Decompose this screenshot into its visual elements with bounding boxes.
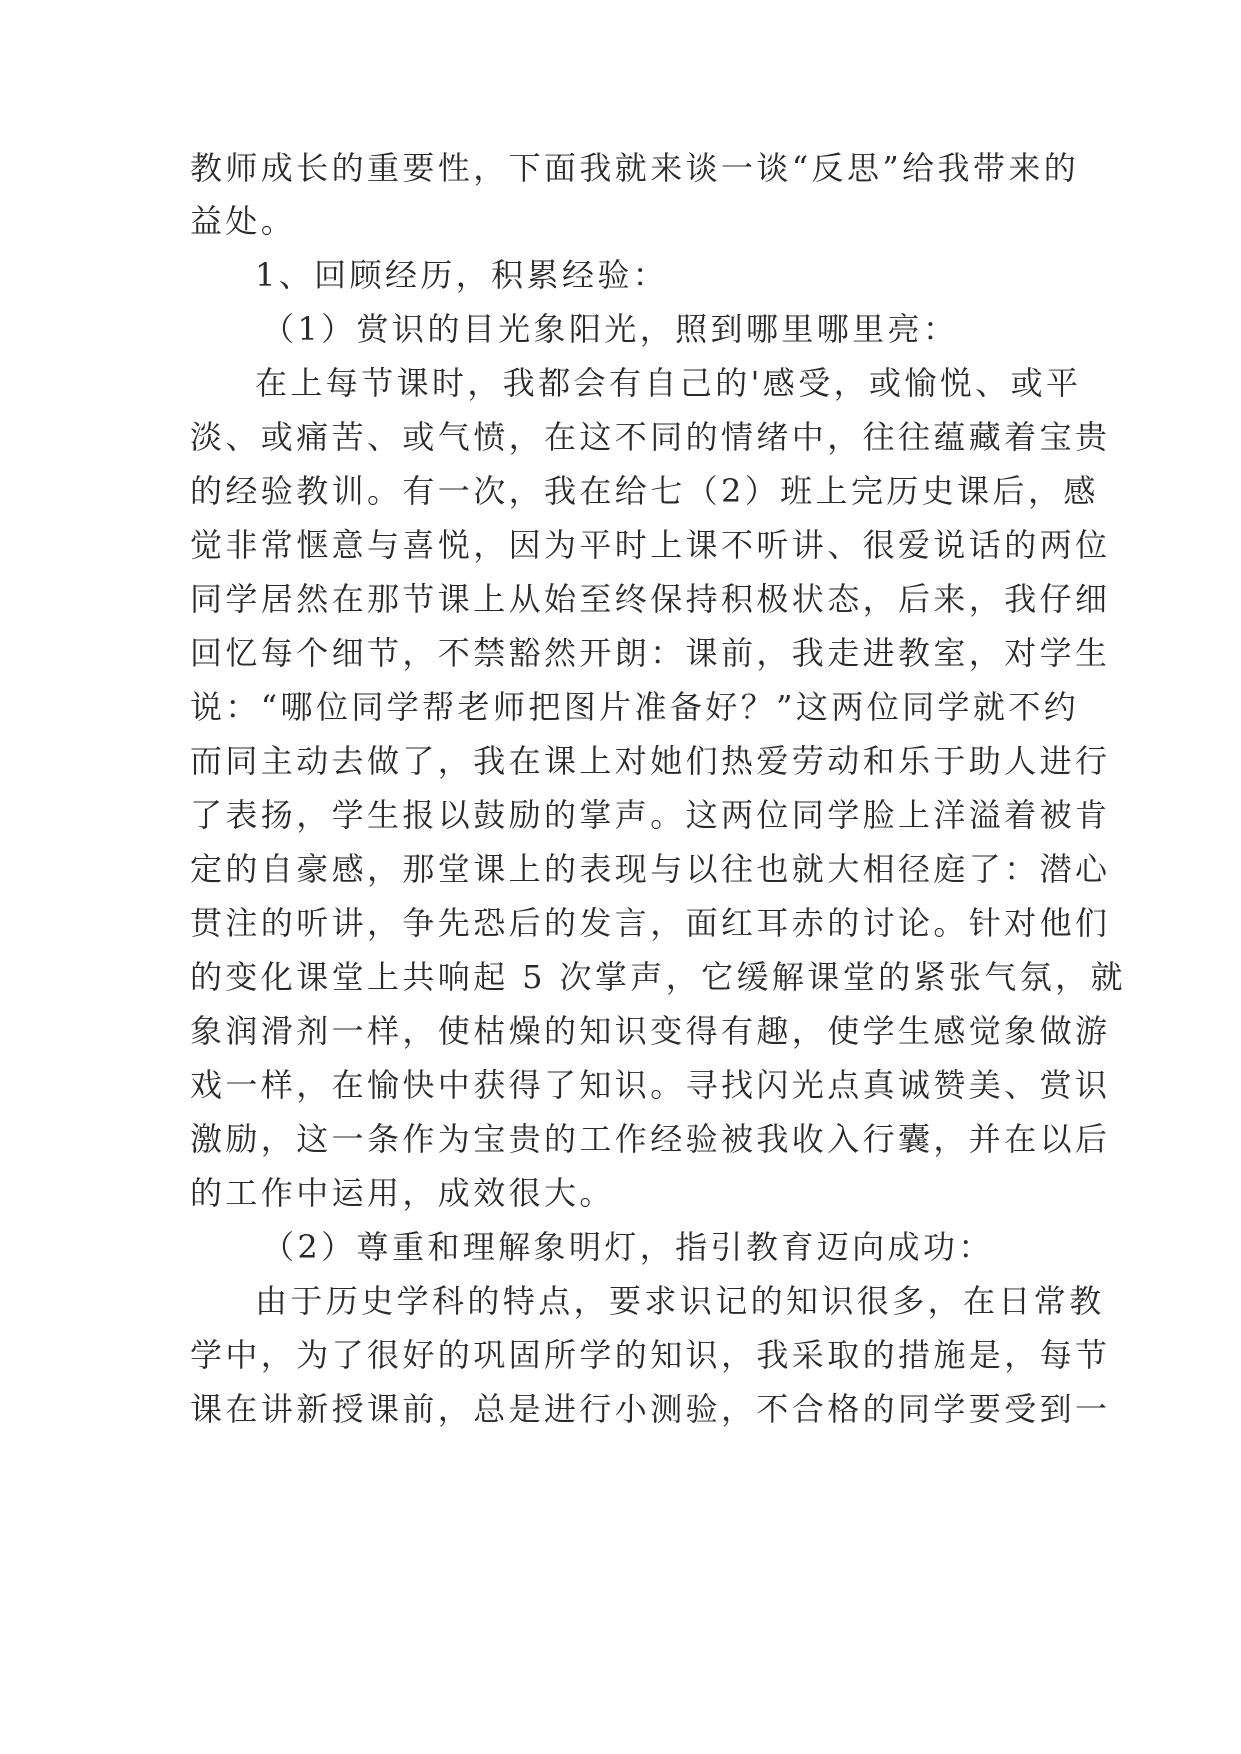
text-line-1: 教师成长的重要性，下面我就来谈一谈“反思”给我带来的 <box>190 149 1080 187</box>
text-line-19: 激励，这一条作为宝贵的工作经验被我收入行囊，并在以后 <box>190 1120 1111 1158</box>
text-line-22: 由于历史学科的特点，要求识记的知识很多，在日常教 <box>255 1282 1105 1320</box>
text-line-17: 象润滑剂一样，使枯燥的知识变得有趣，使学生感觉象做游 <box>190 1012 1111 1050</box>
text-line-16: 的变化课堂上共响起 5 次掌声，它缓解课堂的紧张气氛，就 <box>190 958 1126 996</box>
text-line-12: 而同主动去做了，我在课上对她们热爱劳动和乐于助人进行 <box>190 742 1111 780</box>
text-line-15: 贯注的听讲，争先恐后的发言，面红耳赤的讨论。针对他们 <box>190 904 1111 942</box>
text-line-20: 的工作中运用，成效很大。 <box>190 1174 615 1212</box>
subsection-heading-2: （2）尊重和理解象明灯，指引教育迈向成功： <box>262 1228 994 1266</box>
text-line-9: 同学居然在那节课上从始至终保持积极状态，后来，我仔细 <box>190 580 1111 618</box>
text-line-11: 说：“哪位同学帮老师把图片准备好？”这两位同学就不约 <box>190 688 1080 726</box>
text-line-6: 淡、或痛苦、或气愤，在这不同的情绪中，往往蕴藏着宝贵 <box>190 418 1111 456</box>
text-line-24: 课在讲新授课前，总是进行小测验，不合格的同学要受到一 <box>190 1390 1111 1428</box>
section-heading-1: 1、回顾经历，积累经验： <box>255 256 669 294</box>
subsection-heading-1: （1）赏识的目光象阳光，照到哪里哪里亮： <box>262 310 959 348</box>
text-line-18: 戏一样，在愉快中获得了知识。寻找闪光点真诚赞美、赏识 <box>190 1066 1111 1104</box>
text-line-13: 了表扬，学生报以鼓励的掌声。这两位同学脸上洋溢着被肯 <box>190 796 1111 834</box>
text-line-10: 回忆每个细节，不禁豁然开朗：课前，我走进教室，对学生 <box>190 634 1111 672</box>
text-line-14: 定的自豪感，那堂课上的表现与以往也就大相径庭了：潜心 <box>190 850 1111 888</box>
text-line-2: 益处。 <box>190 202 297 240</box>
text-line-7: 的经验教训。有一次，我在给七（2）班上完历史课后，感 <box>190 472 1099 510</box>
text-line-23: 学中，为了很好的巩固所学的知识，我采取的措施是，每节 <box>190 1336 1111 1374</box>
text-line-5: 在上每节课时，我都会有自己的'感受，或愉悦、或平 <box>255 364 1082 402</box>
text-line-8: 觉非常惬意与喜悦，因为平时上课不听讲、很爱说话的两位 <box>190 526 1111 564</box>
